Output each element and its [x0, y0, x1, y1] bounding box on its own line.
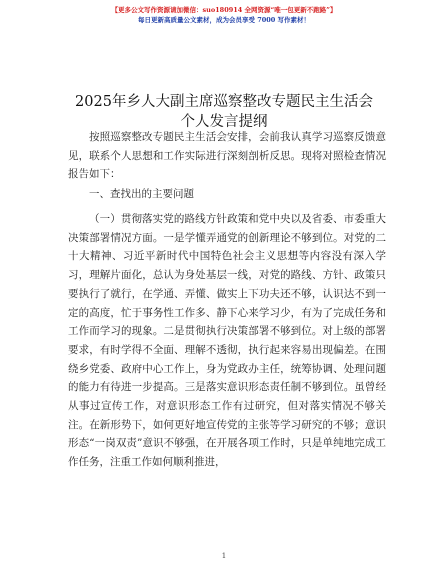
- section-heading: 一、查找出的主要问题: [89, 188, 194, 200]
- promo-banner-line-1: 【更多公文写作资源请加微信：suo180914 全网资源“唯一包更新不跑路”】: [111, 6, 337, 14]
- promo-banner-line-2: 每日更新高质量公文素材，成为会员享受 7000 写作素材！: [137, 16, 311, 24]
- body-paragraph: （一）贯彻落实党的路线方针政策和党中央以及省委、市委重大决策部署情况方面。一是学懂弄通党的创新理论不够到位。对党的二十大精神、习近平新时代中国特色社会主义思想等内容没有深入学习，理解片面化，总认为身处基层一线，对党的路线、方针、政策只要执行了就行，在学通、弄懂、做实上下功夫还不够，认识达不到一定的高度，忙于事务性工作多、静下心来学习少，有为了完成任务和工作而学习的现象。二是贯彻执行决策部署不够到位。对上级的部署要求，有时学得不全面、理解不透彻，执行起来容易出现偏差。在围绕乡党委、政府中心工作上，身为党政办主任，统筹协调、处理问题的能力有待进一步提高。三是落实意识形态责任制不够到位。虽曾经从事过宣传工作，对意识形态工作有过研究，但对落实情况不够关注。在新形势下，如何更好地宣传党的主张等学习研究的不够；意识形态“一岗双责”意识不够强，在开展各项工作时，只是单纯地完成工作任务，注重工作如何顺利推进，: [68, 213, 386, 469]
- document-subtitle: 个人发言提纲: [180, 114, 268, 130]
- intro-paragraph: 按照巡察整改专题民主生活会安排，会前我认真学习巡察反馈意见，联系个人思想和工作实际进行深刻剖析反思。现将对照检查情况报告如下：: [68, 131, 386, 181]
- document-title: 2025年乡人大副主席巡察整改专题民主生活会: [75, 94, 373, 110]
- page-number: 1: [221, 552, 227, 560]
